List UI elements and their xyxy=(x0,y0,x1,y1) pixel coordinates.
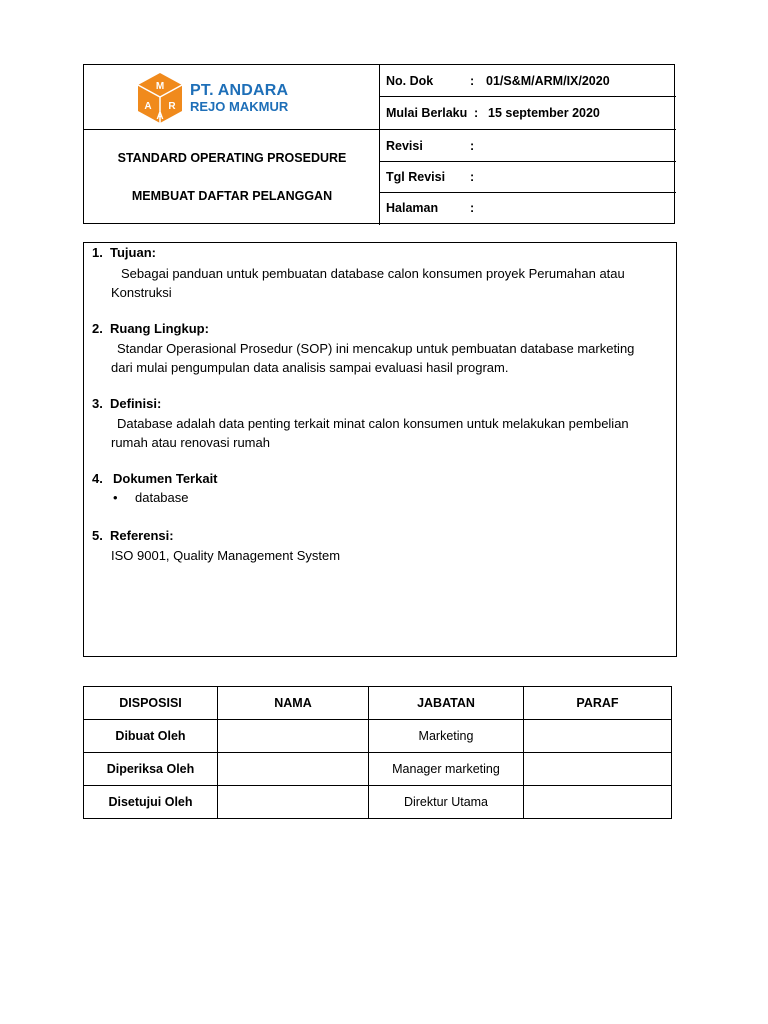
meta-row-halaman xyxy=(380,193,676,223)
meta-colon: : xyxy=(470,138,475,153)
logo-letter-top: M xyxy=(155,81,165,92)
section-body xyxy=(111,264,669,302)
table-row xyxy=(84,720,672,753)
section-body xyxy=(111,546,669,565)
section-heading xyxy=(92,321,209,336)
sop-title: STANDARD OPERATING PROSEDURE xyxy=(117,151,347,165)
meta-colon: : xyxy=(470,73,475,88)
meta-colon: : xyxy=(474,106,479,120)
logo-text xyxy=(190,83,288,114)
meta-row-mulai-berlaku xyxy=(380,97,676,130)
section-title: Definisi: xyxy=(110,396,162,411)
section-title: Ruang Lingkup: xyxy=(110,321,209,336)
paraf-cell xyxy=(524,753,672,786)
section-line: ISO 9001, Quality Management System xyxy=(111,548,341,563)
disposisi-cell: Diperiksa Oleh xyxy=(84,753,218,786)
section-line: rumah atau renovasi rumah xyxy=(111,435,270,450)
paraf-cell xyxy=(524,786,672,819)
section-body xyxy=(111,339,669,377)
section-number: 4. xyxy=(92,471,103,486)
meta-row-tgl-revisi xyxy=(380,162,676,193)
section-heading xyxy=(92,528,174,543)
section-number: 3. xyxy=(92,396,103,411)
title-cell xyxy=(84,130,380,225)
section-number: 1. xyxy=(92,245,103,260)
jabatan-cell: Marketing xyxy=(369,720,524,753)
section-heading xyxy=(92,245,156,260)
meta-label: Revisi xyxy=(386,138,423,153)
section-line: Konstruksi xyxy=(111,285,172,300)
section-line: Sebagai panduan untuk pembuatan database calon konsumen proyek Perumahan atau xyxy=(121,266,625,281)
section-line: Standar Operasional Prosedur (SOP) ini mencakup untuk pembuatan database marketing xyxy=(117,341,635,356)
bullet-text: database xyxy=(135,490,189,505)
section-title: Referensi: xyxy=(110,528,174,543)
column-header-jabatan: JABATAN xyxy=(369,687,524,720)
nama-cell xyxy=(218,786,369,819)
table-header-row xyxy=(84,687,672,720)
company-logo xyxy=(136,71,331,125)
nama-cell xyxy=(218,753,369,786)
meta-row-revisi xyxy=(380,130,676,162)
disposisi-cell: Disetujui Oleh xyxy=(84,786,218,819)
section-number: 5. xyxy=(92,528,103,543)
sop-content xyxy=(83,242,677,657)
jabatan-cell: Direktur Utama xyxy=(369,786,524,819)
table-row xyxy=(84,786,672,819)
meta-value: 01/S&M/ARM/IX/2020 xyxy=(486,73,610,88)
section-number: 2. xyxy=(92,321,103,336)
meta-label: Mulai Berlaku xyxy=(386,106,468,120)
column-header-disposisi: DISPOSISI xyxy=(84,687,218,720)
meta-value: 15 september 2020 xyxy=(488,106,600,120)
approval-table xyxy=(83,686,671,818)
bullet-icon: • xyxy=(113,490,118,505)
paraf-cell xyxy=(524,720,672,753)
logo-cell xyxy=(84,65,380,130)
section-title: Dokumen Terkait xyxy=(113,471,218,486)
table-row xyxy=(84,753,672,786)
jabatan-cell: Manager marketing xyxy=(369,753,524,786)
meta-colon: : xyxy=(470,170,475,184)
section-heading xyxy=(92,396,161,411)
section-line: dari mulai pengumpulan data analisis sampai evaluasi hasil program. xyxy=(111,360,509,375)
bullet-list-item xyxy=(113,490,189,505)
section-heading xyxy=(92,471,218,486)
sop-subtitle: MEMBUAT DAFTAR PELANGGAN xyxy=(131,189,333,203)
logo-letter-left: A xyxy=(144,101,152,112)
section-line: Database adalah data penting terkait minat calon konsumen untuk melakukan pembelian xyxy=(117,416,629,431)
meta-label: Tgl Revisi xyxy=(386,170,446,184)
meta-label: No. Dok xyxy=(386,73,434,88)
column-header-nama: NAMA xyxy=(218,687,369,720)
meta-row-no-dok xyxy=(380,65,676,97)
cube-logo-icon xyxy=(136,71,184,125)
section-title: Tujuan: xyxy=(110,245,156,260)
company-name-line1: PT. ANDARA xyxy=(190,81,289,99)
company-name-line2: REJO MAKMUR xyxy=(190,98,289,114)
section-body xyxy=(111,414,669,452)
nama-cell xyxy=(218,720,369,753)
document-header xyxy=(83,64,675,224)
logo-letter-bottom: A xyxy=(156,111,164,122)
meta-colon: : xyxy=(470,201,475,215)
disposisi-cell: Dibuat Oleh xyxy=(84,720,218,753)
column-header-paraf: PARAF xyxy=(524,687,672,720)
logo-letter-right: R xyxy=(168,101,176,112)
meta-label: Halaman xyxy=(386,201,439,215)
